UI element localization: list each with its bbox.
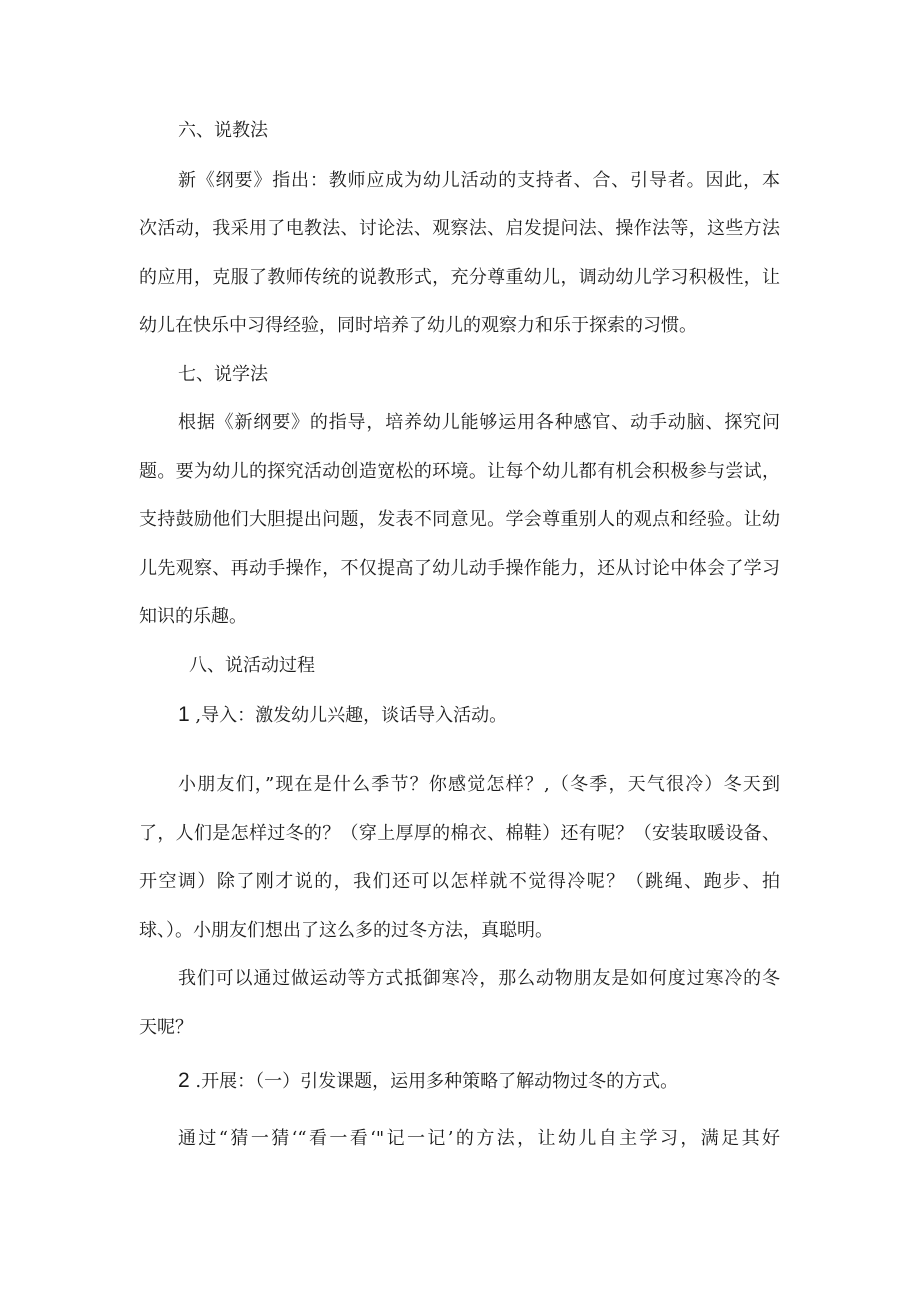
step-text: ,导入：激发幼儿兴趣，谈话导入活动。 (195, 705, 508, 726)
step-number: 1 (178, 703, 190, 726)
paragraph-line: 了，人们是怎样过冬的？（穿上厚厚的棉衣、棉鞋）还有呢？（安装取暖设备、 (139, 823, 780, 844)
step-text: .开展：（一）引发课题，运用多种策略了解动物过冬的方式。 (195, 1071, 679, 1092)
step-1 (178, 703, 507, 728)
section-heading-activity-process: 八、说活动过程 (189, 655, 315, 676)
step-2 (178, 1069, 678, 1094)
paragraph-line: 球、）。小朋友们想出了这么多的过冬方法，真聪明。 (139, 920, 553, 941)
paragraph-line: 儿先观察、再动手操作，不仅提高了幼儿动手操作能力，还从讨论中体会了学习 (139, 558, 780, 579)
paragraph-line: 知识的乐趣。 (139, 606, 247, 627)
paragraph-line: 的应用，克服了教师传统的说教形式，充分尊重幼儿，调动幼儿学习积极性，让 (139, 267, 780, 288)
paragraph-line: 开空调）除了刚才说的，我们还可以怎样就不觉得冷呢？（跳绳、跑步、拍 (139, 871, 780, 892)
paragraph-line: 通过“猜一猜‘“看一看‘"记一记’的方法，让幼儿自主学习，满足其好 (178, 1128, 780, 1149)
paragraph-line: 题。要为幼儿的探究活动创造宽松的环境。让每个幼儿都有机会积极参与尝试， (139, 461, 780, 482)
paragraph-line: 根据《新纲要》的指导，培养幼儿能够运用各种感官、动手动脑、探究问 (178, 412, 780, 433)
paragraph-line: 幼儿在快乐中习得经验，同时培养了幼儿的观察力和乐于探索的习惯。 (139, 315, 697, 336)
paragraph-line: 次活动，我采用了电教法、讨论法、观察法、启发提问法、操作法等，这些方法 (139, 218, 780, 239)
section-heading-learning-method: 七、说学法 (178, 364, 268, 385)
section-heading-teaching-method: 六、说教法 (178, 120, 268, 141)
paragraph-line: 小朋友们，”现在是什么季节？你感觉怎样？,（冬季，天气很冷）冬天到 (178, 774, 780, 795)
paragraph-line: 支持鼓励他们大胆提出问题，发表不同意见。学会尊重别人的观点和经验。让幼 (139, 509, 780, 530)
paragraph-line: 天呢？ (139, 1017, 193, 1038)
step-number: 2 (178, 1069, 190, 1092)
paragraph-line: 新《纲要》指出：教师应成为幼儿活动的支持者、合、引导者。因此，本 (178, 170, 780, 191)
paragraph-line: 我们可以通过做运动等方式抵御寒冷，那么动物朋友是如何度过寒冷的冬 (178, 968, 780, 989)
